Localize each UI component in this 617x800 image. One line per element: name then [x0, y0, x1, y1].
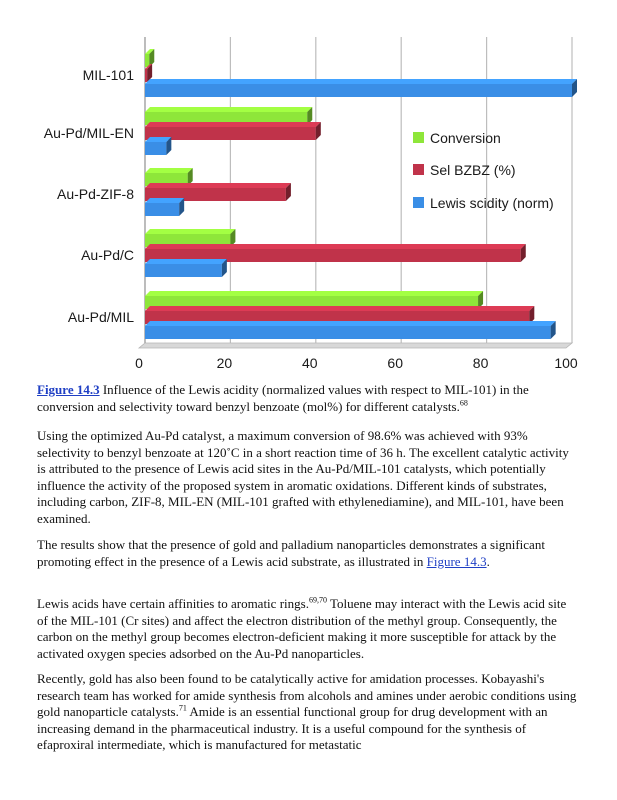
bar	[145, 84, 572, 97]
category-label: MIL-101	[82, 67, 134, 83]
figure-caption	[37, 382, 577, 415]
x-tick-label: 40	[302, 355, 318, 371]
figure-14-3-link[interactable]: Figure 14.3	[426, 553, 487, 569]
bar-chart	[0, 0, 617, 380]
category-labels	[44, 67, 134, 325]
paragraph-3-ref: 69,70	[308, 595, 327, 605]
caption-ref: 68	[459, 398, 468, 408]
category-label: Au-Pd/C	[81, 247, 134, 263]
paragraph-3-text-b: Toluene may interact with the Lewis acid site of the MIL-101 (Cr sites) and affect the electron distribution of the methyl group. Consequently, the carbon on the methyl group becomes electron-deficient making it more susceptible for attack by the activated oxygen species adsorbed on the Au-Pd nanoparticles.	[37, 596, 567, 661]
bar-top-face	[145, 291, 483, 296]
legend-swatch	[413, 164, 424, 175]
bar	[145, 203, 179, 216]
bar-top-face	[145, 244, 526, 249]
category-label: Au-Pd/MIL	[67, 309, 134, 325]
x-tick-label: 20	[216, 355, 233, 371]
bar	[145, 142, 166, 155]
bar	[145, 264, 222, 277]
bar	[145, 54, 149, 67]
bar-top-face	[145, 229, 235, 234]
bar-top-face	[145, 198, 184, 203]
x-tick-label: 60	[387, 355, 403, 371]
bar-top-face	[145, 168, 193, 173]
paragraph-4-ref: 71	[178, 703, 187, 713]
bar-top-face	[145, 183, 291, 188]
paragraph-2-end: .	[486, 553, 490, 569]
paragraph-2-text: The results show that the presence of gold and palladium nanoparticles demonstrates a significant promoting effect in the presence of a Lewis acid substrate, as illustrated in	[37, 537, 545, 569]
chart-bars	[145, 49, 577, 339]
paragraph-4	[37, 671, 577, 754]
x-tick-label: 100	[554, 355, 578, 371]
legend-label: Lewis scidity (norm)	[430, 195, 554, 211]
bar	[145, 326, 551, 339]
legend-label: Sel BZBZ (%)	[430, 162, 516, 178]
bar-top-face	[145, 321, 556, 326]
bar-top-face	[145, 122, 321, 127]
x-tick-label: 0	[135, 355, 143, 371]
paragraph-3-text-a: Lewis acids have certain affinities to aromatic rings.	[37, 596, 309, 611]
bar	[145, 69, 147, 82]
x-tick-labels	[135, 355, 578, 371]
category-label: Au-Pd-ZIF-8	[56, 186, 134, 202]
bar-top-face	[145, 306, 534, 311]
figure-link[interactable]: Figure 14.3	[37, 382, 100, 397]
paragraph-2	[37, 537, 577, 570]
paragraph-4-text-a: Recently, gold has also been found to be catalytically active for amidation processes. Kobayashi's research team has worked for amide synthesis from alcohols and amines under aerobic conditions using gold nanoparticle catalysts.	[37, 671, 577, 719]
legend-swatch	[413, 197, 424, 208]
chart-legend	[413, 130, 554, 211]
category-label: Au-Pd/MIL-EN	[43, 125, 134, 141]
legend-label: Conversion	[430, 130, 501, 146]
bar-top-face	[145, 107, 312, 112]
paragraph-3	[37, 596, 577, 662]
bar-top-face	[145, 79, 577, 84]
x-tick-label: 80	[472, 355, 489, 371]
legend-swatch	[413, 132, 424, 143]
caption-text: Influence of the Lewis acidity (normalized values with respect to MIL-101) in the conversion and selectivity toward benzyl benzoate (mol%) for different catalysts.	[37, 382, 529, 414]
paragraph-4-text-b: Amide is an essential functional group for drug development with an increasing demand in the pharmaceutical industry. It is a useful compound for the synthesis of efaproxiral intermediate, which is manufactured for metastatic	[37, 704, 548, 752]
chart-floor	[139, 343, 572, 348]
bar-top-face	[145, 259, 227, 264]
paragraph-1: Using the optimized Au-Pd catalyst, a maximum conversion of 98.6% was achieved with 93% selectivity to benzyl benzoate at 120˚C in a short reaction time of 36 h. The excellent catalytic activity is attributed to the presence of Lewis acid sites in the Au-Pd/MIL-101 catalysts, which potentially influence the activity of the proposed system in aromatic oxidations. Different kinds of substrates, including carbon, ZIF-8, MIL-EN (MIL-101 grafted with ethylenediamine), and MIL-101, have been examined.	[37, 428, 569, 526]
